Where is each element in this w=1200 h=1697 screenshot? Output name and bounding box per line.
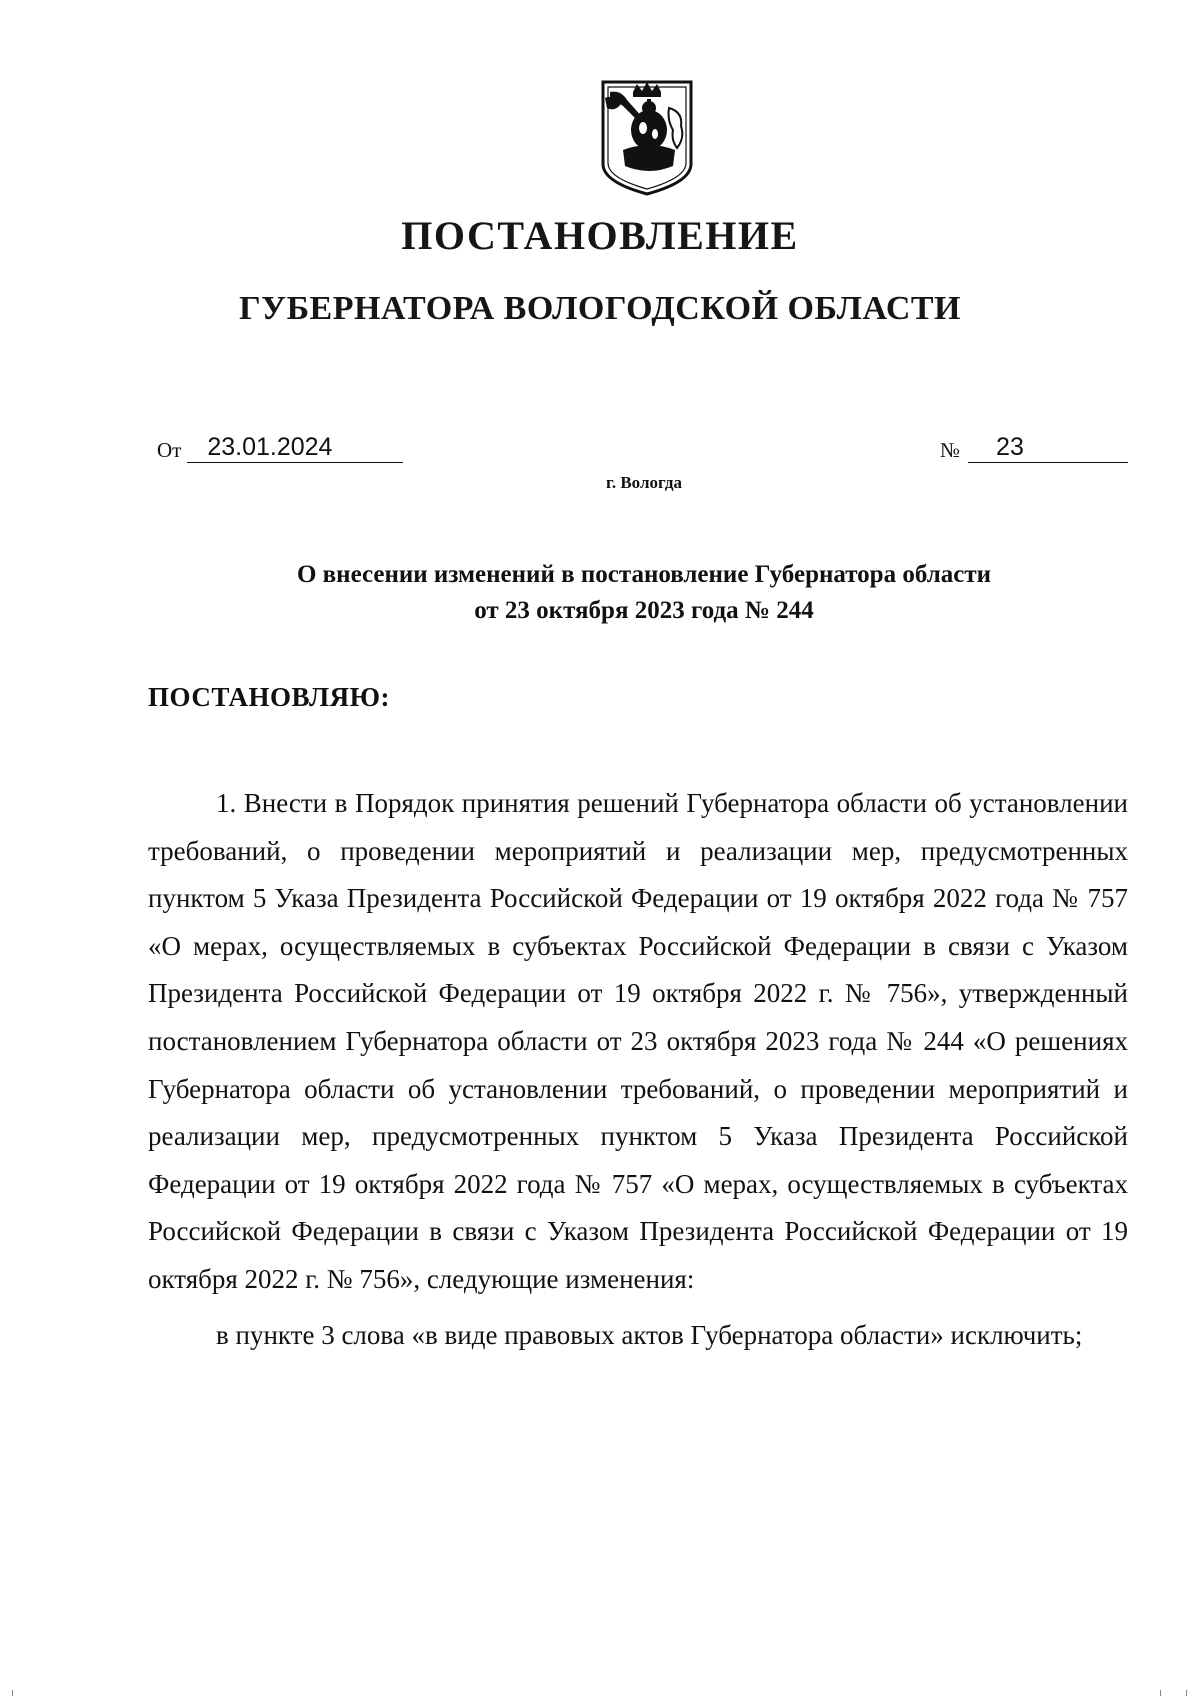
- date-prefix-label: От: [157, 438, 182, 462]
- body-paragraph-1: 1. Внести в Порядок принятия решений Губернатора области об установлении требований, о проведении мероприятий и реализации мер, предусмотренных пунктом 5 Указа Президента Российской Федерации от 19 октября 2022 года № 757 «О мерах, осуществляемых в субъектах Российской Федерации в связи с Указом Президента Российской Федерации от 19 октября 2022 г. № 756», утвержденный постановлением Губернатора области от 23 октября 2023 года № 244 «О решениях Губернатора области об установлении требований, о проведении мероприятий и реализации мер, предусмотренных пунктом 5 Указа Президента Российской Федерации от 19 октября 2022 года № 757 «О мерах, осуществляемых в субъектах Российской Федерации в связи с Указом Президента Российской Федерации от 19 октября 2022 г. № 756», следующие изменения:: [148, 788, 1128, 1294]
- subject-line-1: О внесении изменений в постановление Губернатора области: [296, 561, 992, 588]
- document-type-title: ПОСТАНОВЛЕНИЕ: [401, 213, 799, 258]
- body-paragraph-2: в пункте 3 слова «в виде правовых актов Губернатора области» исключить;: [216, 1319, 1083, 1350]
- vologda-oblast-coat-of-arms-icon: [597, 78, 697, 198]
- document-subject: [0, 557, 1200, 629]
- city-label: г. Вологда: [606, 473, 682, 492]
- document-number: 23: [968, 432, 1128, 463]
- decree-heading: ПОСТАНОВЛЯЮ:: [148, 682, 390, 712]
- scan-edge-mark: [12, 1690, 13, 1696]
- scan-edge-mark: [1160, 1690, 1161, 1696]
- number-field: [940, 432, 1128, 463]
- document-body: [148, 780, 1128, 1359]
- document-date: 23.01.2024: [187, 432, 403, 463]
- issuer-title: ГУБЕРНАТОРА ВОЛОГОДСКОЙ ОБЛАСТИ: [238, 290, 961, 327]
- scan-edge-mark: [1186, 1690, 1187, 1696]
- number-sign-label: №: [940, 438, 961, 462]
- subject-line-2: от 23 октября 2023 года № 244: [474, 597, 814, 624]
- date-field: [157, 432, 403, 463]
